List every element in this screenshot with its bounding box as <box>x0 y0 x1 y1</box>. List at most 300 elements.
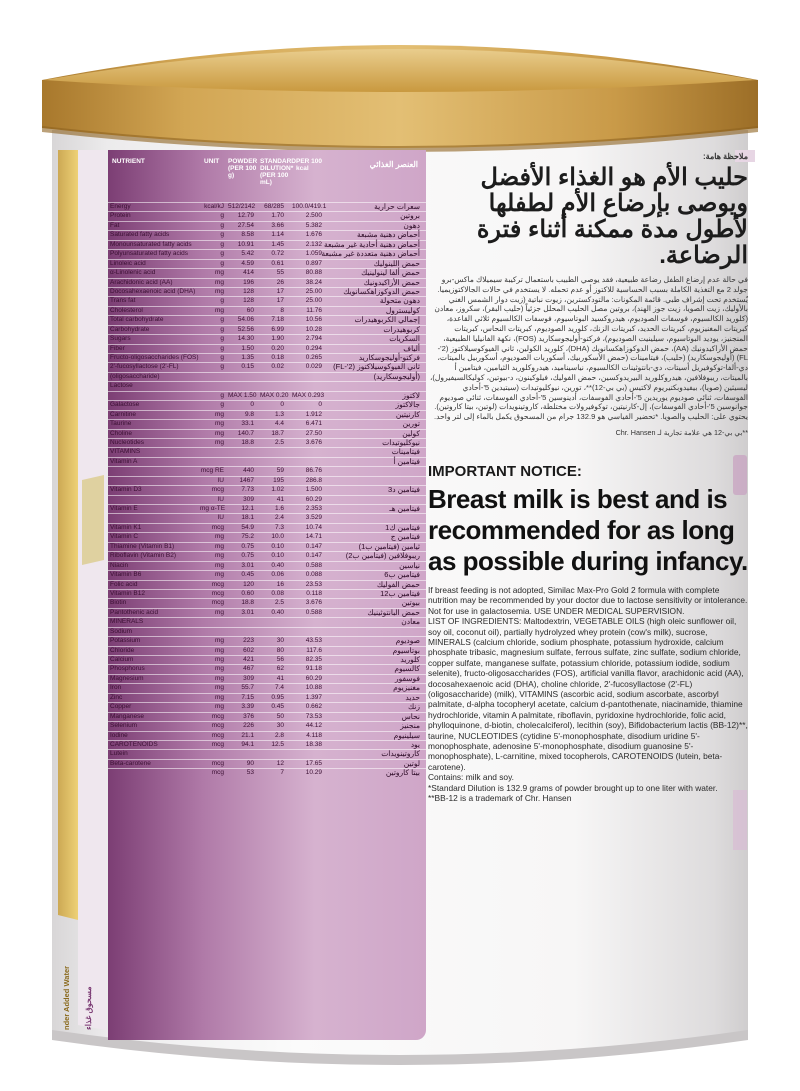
nutrient-arabic: (أوليجوسكاريد) <box>373 371 420 381</box>
nutrient-powder: 0.75 <box>241 552 254 560</box>
nutrient-per100kcal: 44.12 <box>305 722 322 730</box>
nutrition-row <box>108 240 426 249</box>
nutrient-standard: 8 <box>280 306 284 314</box>
nutrient-per100kcal: 0.088 <box>305 571 322 579</box>
nutrient-standard: 7 <box>280 769 284 777</box>
nutrient-unit: mcg <box>211 722 224 730</box>
nutrient-standard: 0.06 <box>271 571 284 579</box>
nutrient-unit: g <box>220 297 224 305</box>
nutrient-powder: 14.30 <box>237 335 254 343</box>
nutrient-arabic: حمض الفوليك <box>376 579 420 589</box>
nutrient-name: Iodine <box>110 731 128 739</box>
nutrient-unit: g <box>220 212 224 220</box>
nutrient-powder: 128 <box>243 287 254 295</box>
nutrition-row <box>108 221 426 230</box>
nutrient-powder: 5.42 <box>241 250 254 258</box>
nutrient-name: Vitamin A <box>110 457 138 465</box>
nutrient-powder: 602 <box>243 646 254 654</box>
nutrient-unit: mcg <box>211 731 224 739</box>
nutrient-name: Selenium <box>110 722 138 730</box>
nutrient-unit: mcg <box>211 486 224 494</box>
nutrient-powder: 53 <box>246 769 254 777</box>
nutrient-arabic: دهون <box>403 220 420 230</box>
nutrient-per100kcal: 10.88 <box>305 684 322 692</box>
nutrient-unit: mg <box>214 646 224 654</box>
nutrient-arabic: فيتامين هـ <box>389 504 420 513</box>
nutrient-unit: g <box>220 259 224 267</box>
nutrient-name: Lactose <box>110 382 133 390</box>
nutrition-row <box>108 513 426 522</box>
nutrient-name: Saturated fatty acids <box>110 231 170 239</box>
nutrient-powder: 27.54 <box>237 221 254 229</box>
nutrient-powder: 7.15 <box>241 693 254 701</box>
nutrient-powder: 52.56 <box>237 325 254 333</box>
nutrient-per100kcal: 17.65 <box>305 759 322 767</box>
nutrition-row <box>108 617 426 626</box>
nutrient-powder: 128 <box>243 297 254 305</box>
nutrition-row <box>108 570 426 579</box>
nutrient-standard: 1.3 <box>274 410 284 418</box>
nutrient-unit: mcg <box>211 712 224 720</box>
nutrient-name: Fructo-oligosaccharides (FOS) <box>110 354 199 361</box>
nutrition-row <box>108 391 426 400</box>
nutrient-per100kcal: MAX 0.293 <box>292 391 325 399</box>
nutrient-powder: 10.91 <box>237 240 254 248</box>
nutrient-per100kcal: 0.294 <box>305 344 322 352</box>
nutrient-powder: 94.1 <box>241 740 254 748</box>
header-powder: POWDER (PER 100 g) <box>228 158 258 179</box>
nutrient-arabic: فيتامينات <box>391 447 420 457</box>
nutrient-unit: mg <box>214 542 224 550</box>
nutrient-powder: 12.1 <box>241 505 254 512</box>
nutrient-unit: g <box>220 354 224 361</box>
nutrient-standard: 6.99 <box>271 325 284 333</box>
nutrient-per100kcal: 10.28 <box>305 325 322 333</box>
nutrient-per100kcal: 1.397 <box>305 693 322 701</box>
nutrient-unit: g <box>220 391 224 399</box>
nutrient-standard: 68/285 <box>264 203 284 210</box>
nutrient-arabic: ثيامين (فيتامين ب1) <box>358 541 420 551</box>
nutrient-standard: 0.40 <box>271 561 284 569</box>
nutrient-standard: 1.14 <box>271 231 284 239</box>
nutrient-powder: 8.58 <box>241 231 254 239</box>
nutrient-powder: 90 <box>246 759 254 767</box>
header-arabic: العنصر الغذائي <box>369 160 418 169</box>
nutrient-unit: g <box>220 363 224 371</box>
nutrient-name: Lutein <box>110 750 128 758</box>
nutrient-unit: mg <box>214 571 224 579</box>
nutrition-row <box>108 372 426 381</box>
nutrition-row <box>108 646 426 655</box>
nutrition-row <box>108 457 426 466</box>
nutrient-standard: 2.5 <box>274 599 284 607</box>
nutrition-row <box>108 362 426 371</box>
nutrient-powder: 18.8 <box>241 599 254 607</box>
nutrient-name: VITAMINS <box>110 448 141 456</box>
nutrient-unit: mg <box>214 287 224 295</box>
nutrient-unit: mg <box>214 561 224 569</box>
nutrient-arabic: لوتين <box>403 758 420 768</box>
nutrient-unit: mg α-TE <box>200 505 226 512</box>
nutrient-arabic: تورين <box>402 419 420 429</box>
nutrient-per100kcal: 117.6 <box>306 646 322 654</box>
nutrient-per100kcal: 27.50 <box>305 429 322 437</box>
nutrient-arabic: صوديوم <box>395 636 420 646</box>
nutrient-powder: MAX 1.50 <box>228 391 257 399</box>
nutrition-row <box>108 731 426 740</box>
nutrient-standard: 59 <box>276 467 284 475</box>
nutrient-name: Niacin <box>110 561 129 569</box>
nutrition-row <box>108 353 426 362</box>
nutrient-arabic: منجنيز <box>400 721 420 731</box>
nutrient-standard: 7.4 <box>274 684 284 692</box>
nutrient-per100kcal: 0.147 <box>305 552 322 560</box>
nutrient-standard: 2.8 <box>274 731 284 739</box>
nutrient-arabic: فيتامين د3 <box>388 485 420 495</box>
nutrient-powder: 309 <box>243 674 254 682</box>
nutrient-standard: 12 <box>276 759 284 767</box>
nutrient-standard: 0.02 <box>271 363 284 371</box>
nutrient-arabic: إجمالي الكربوهيدرات <box>354 315 420 325</box>
nutrient-standard: 62 <box>276 665 284 673</box>
nutrient-powder: 0.75 <box>241 542 254 550</box>
nutrient-name: Vitamin B6 <box>110 571 142 579</box>
nutrient-arabic: حديد <box>405 692 420 702</box>
header-nutrient: NUTRIENT <box>112 158 145 165</box>
nutrient-arabic: حمض الأراكيدونيك <box>363 277 420 287</box>
nutrient-standard: 0 <box>280 401 284 409</box>
nutrient-per100kcal: 1.500 <box>305 486 322 494</box>
nutrient-per100kcal: 0.662 <box>305 703 322 711</box>
nutrient-name: Calcium <box>110 656 134 663</box>
nutrient-powder: 54.9 <box>241 523 254 531</box>
nutrient-arabic: ألياف <box>403 343 420 353</box>
nutrition-row <box>108 608 426 617</box>
nutrient-unit: mg <box>214 429 224 437</box>
nutrient-per100kcal: 2.132 <box>305 240 322 248</box>
nutrient-unit: mcg <box>211 599 224 607</box>
nutrient-unit: mg <box>214 684 224 692</box>
nutrient-standard: 7.18 <box>271 316 284 324</box>
nutrient-standard: 16 <box>276 580 284 588</box>
nutrient-standard: 26 <box>276 278 284 286</box>
nutrient-standard: MAX 0.20 <box>260 391 289 399</box>
nutrition-row <box>108 476 426 485</box>
nutrient-name: Cholesterol <box>110 306 143 314</box>
arabic-footnote: **بي بي-12 هي علامة تجارية لـ Chr. Hansen <box>615 427 748 437</box>
nutrient-arabic: جالاكتوز <box>395 400 420 410</box>
nutrient-name: Phosphorus <box>110 665 145 673</box>
nutrient-name: Vitamin E <box>110 505 138 512</box>
nutrition-row <box>108 532 426 541</box>
nutrient-unit: g <box>220 250 224 258</box>
nutrient-unit: IU <box>217 476 224 484</box>
nutrient-standard: 1.6 <box>274 505 284 512</box>
dilution-note: *Standard Dilution is 132.9 grams of powder brought up to one liter with water. <box>428 782 718 793</box>
nutrient-powder: 226 <box>243 722 254 730</box>
nutrient-name: Monounsaturated fatty acids <box>110 240 192 248</box>
english-ingredients <box>428 585 748 804</box>
nutrition-row <box>108 315 426 324</box>
nutrition-row <box>108 627 426 636</box>
nutrient-per100kcal: 91.18 <box>305 665 322 673</box>
nutrient-name: Sodium <box>110 627 133 635</box>
nutrient-standard: 0.20 <box>271 344 284 352</box>
nutrient-powder: 1.50 <box>241 344 254 352</box>
nutrient-standard: 0.08 <box>271 589 284 597</box>
nutrient-name: Trans fat <box>110 297 136 305</box>
nutrient-per100kcal: 25.00 <box>305 297 322 305</box>
nutrient-unit: mg <box>214 269 224 277</box>
contains-text: Contains: milk and soy. <box>428 772 514 783</box>
nutrient-powder: 0.15 <box>241 363 254 371</box>
nutrient-unit: mg <box>214 410 224 418</box>
nutrient-powder: 376 <box>243 712 254 720</box>
nutrient-per100kcal: 80.88 <box>305 269 322 277</box>
nutrition-row <box>108 419 426 428</box>
nutrient-arabic: حمض اللينوليك <box>373 258 420 268</box>
nutrition-row <box>108 598 426 607</box>
left-english-label: nder Added Water <box>62 965 71 1030</box>
nutrient-unit: kcal/kJ <box>204 203 224 210</box>
nutrient-per100kcal: 38.24 <box>305 278 322 286</box>
nutrient-unit: mg <box>214 533 224 541</box>
nutrient-per100kcal: 73.53 <box>305 712 322 720</box>
nutrition-row <box>108 287 426 296</box>
nutrient-unit: mg <box>214 656 224 663</box>
nutrient-powder: 7.73 <box>241 486 254 494</box>
nutrition-row <box>108 580 426 589</box>
nutrient-arabic: زنك <box>407 702 420 712</box>
nutrient-name: Biotin <box>110 599 127 607</box>
arabic-headline: حليب الأم هو الغذاء الأفضل ويوصى بإرضاع الأم لطفلها لأطول مدة ممكنة أثناء فترة الرضاعة. <box>476 164 748 269</box>
nutrient-per100kcal: 3.676 <box>305 599 322 607</box>
nutrient-name: Fiber <box>110 344 125 352</box>
nutrient-standard: 50 <box>276 712 284 720</box>
nutrient-unit: mg <box>214 420 224 428</box>
nutrient-unit: mcg <box>211 580 224 588</box>
nutrition-row <box>108 655 426 664</box>
nutrient-unit: mg <box>214 306 224 314</box>
galactosemia-text: Not for use in galactosemia. USE UNDER MEDICAL SUPERVISION. <box>428 605 685 616</box>
nutrient-per100kcal: 0.588 <box>305 561 322 569</box>
nutrient-arabic: نحاس <box>401 711 420 721</box>
nutrient-standard: 41 <box>276 674 284 682</box>
nutrition-row <box>108 504 426 513</box>
nutrient-arabic: أحماض دهنية أحادية غير مشبعة <box>324 239 420 249</box>
nutrition-row <box>108 429 426 438</box>
ingredients-list: LIST OF INGREDIENTS: Maltodextrin, VEGETABLE OILS (high oleic sunflower oil, soy oil, coconut oil), partially hydrolyzed whey protein (cow's milk), sucrose, MINERALS (calcium chloride, sodium phosphate, potassium hydroxide, calcium phosphate tribasic, magnesium sulfate, ferrous sulfate, zinc sulfate, sodium chloride, copper sulfate, manganese sulfate, potassium chloride, potassium iodide, sodium selenite), fructo-oligosaccharides (FOS), artificial vanilla flavor, arachidonic acid (AA), docosahexaenoic acid (DHA), choline chloride, 2'-fucosyllactose (2'-FL) (oligosaccharide) (milk), VITAMINS (ascorbic acid, sodium ascorbate, ascorbyl palmitate, d-alpha tocopheryl acetate, calcium d-pantothenate, niacinamide, thiamine hydrochloride, vitamin A palmitate, riboflavin, pyridoxine hydrochloride, folic acid, phylloquinone, d-biotin, cholecalciferol), lecithin (soy), Bifidobacterium lactis (BB-12)**, taurine, NUCLEOTIDES (cytidine 5'-monophosphate, disodium uridine 5'-monophosphate, adenosine 5'-monophosphate, disodium guanosine 5'-monophosphate), L-carnitine, mixed tocopherols, CAROTENOIDS (lutein, beta-carotene). <box>428 616 748 772</box>
nutrient-powder: 1.35 <box>241 354 254 361</box>
nutrient-per100kcal: 2.794 <box>305 335 322 343</box>
nutrition-row <box>108 410 426 419</box>
nutrient-powder: 421 <box>243 656 254 663</box>
nutrient-per100kcal: 18.38 <box>305 740 322 748</box>
nutrient-per100kcal: 11.76 <box>306 306 322 314</box>
left-arabic-label: مسحوق غذاء <box>84 986 93 1030</box>
nutrient-arabic: أحماض دهنية مشبعة <box>356 230 420 240</box>
nutrient-per100kcal: 10.74 <box>305 523 322 531</box>
nutrient-per100kcal: 0.118 <box>306 589 322 597</box>
nutrient-per100kcal: 82.35 <box>305 656 322 663</box>
nutrient-arabic: فيتامين ك1 <box>385 522 420 532</box>
nutrition-row <box>108 636 426 645</box>
nutrient-standard: 0.95 <box>271 693 284 701</box>
nutrition-row <box>108 674 426 683</box>
nutrient-unit: mcg <box>211 769 224 777</box>
nutrient-name: Beta-carotene <box>110 759 151 767</box>
nutrient-per100kcal: 100.0/419.1 <box>292 203 327 210</box>
nutrient-per100kcal: 60.29 <box>305 495 322 503</box>
nutrient-name: Energy <box>110 203 131 210</box>
nutrient-standard: 56 <box>276 656 284 663</box>
nutrition-row <box>108 230 426 239</box>
nutrition-row <box>108 759 426 768</box>
nutrient-arabic: فوسفور <box>394 673 420 683</box>
nutrient-unit: mcg <box>211 589 224 597</box>
nutrient-powder: 414 <box>243 269 254 277</box>
nutrient-arabic: بوتاسيوم <box>392 645 420 655</box>
header-per100kcal: PER 100 kcal <box>296 158 323 172</box>
nutrient-standard: 2.5 <box>274 438 284 446</box>
nutrient-name: Riboflavin (Vitamin B2) <box>110 552 176 560</box>
nutrient-unit: g <box>220 335 224 343</box>
nutrient-name: Total carbohydrate <box>110 316 164 324</box>
nutrient-unit: mg <box>214 278 224 286</box>
can-lid-top <box>44 49 756 92</box>
nutrient-name: α-Linolenic acid <box>110 269 156 277</box>
nutrient-name: Vitamin D3 <box>110 486 142 494</box>
nutrient-arabic: فيتامين ب12 <box>380 588 420 598</box>
nutrient-powder: 9.8 <box>244 410 254 418</box>
nutrient-standard: 0.45 <box>271 703 284 711</box>
nutrient-standard: 10.0 <box>271 533 284 541</box>
nutrient-powder: 18.8 <box>241 438 254 446</box>
nutrient-arabic: نيوكليوتيدات <box>382 437 420 447</box>
nutrient-name: Folic acid <box>110 580 138 588</box>
nutrient-per100kcal: 0.147 <box>305 542 322 550</box>
nutrient-powder: 33.1 <box>241 420 254 428</box>
nutrient-unit: mg <box>214 703 224 711</box>
label-text-block <box>428 150 748 803</box>
nutrient-arabic: بروتين <box>400 211 420 221</box>
nutrient-name: Zinc <box>110 693 123 701</box>
nutrient-name: (oligosaccharide) <box>110 372 160 380</box>
nutrient-unit: mcg <box>211 759 224 767</box>
nutrient-unit: mg <box>214 674 224 682</box>
nutrient-arabic: مغنيزيوم <box>393 683 420 693</box>
nutrient-per100kcal: 23.53 <box>305 580 322 588</box>
nutrient-arabic: بيتا كاروتين <box>385 768 420 778</box>
nutrient-powder: 3.01 <box>241 608 254 616</box>
nutrient-arabic: كارنيتين <box>395 409 420 419</box>
nutrient-per100kcal: 2.353 <box>305 505 322 512</box>
nutrient-standard: 195 <box>273 476 284 484</box>
nutrient-arabic: سيلينيوم <box>393 730 420 740</box>
nutrition-row <box>108 249 426 258</box>
nutrient-standard: 1.70 <box>271 212 284 220</box>
nutrient-unit: IU <box>217 495 224 503</box>
nutrient-name: Arachidonic acid (AA) <box>110 278 173 286</box>
nutrient-arabic: لاكتوز <box>402 390 420 400</box>
nutrition-row <box>108 561 426 570</box>
nutrient-unit: mg <box>214 608 224 616</box>
nutrition-row <box>108 712 426 721</box>
nutrient-powder: 1467 <box>239 476 254 484</box>
nutrient-powder: 18.1 <box>241 514 254 522</box>
nutrition-row <box>108 466 426 475</box>
nutrient-arabic: ثاني الفيوكوسيلاكتوز (2'-FL) <box>333 362 420 372</box>
left-panel <box>78 150 106 1030</box>
nutrient-powder: 440 <box>243 467 254 475</box>
nutrient-arabic: فركتو-أوليجوسكاريد <box>358 353 420 362</box>
nutrient-per100kcal: 6.471 <box>305 420 322 428</box>
nutrition-row <box>108 211 426 220</box>
nutrient-per100kcal: 0.588 <box>305 608 322 616</box>
nutrient-arabic: حمض الدوكوزاهكسانويك <box>343 286 420 296</box>
nutrition-row <box>108 447 426 456</box>
nutrient-unit: mg <box>214 693 224 701</box>
nutrient-unit: mg <box>214 665 224 673</box>
nutrient-powder: 223 <box>243 637 254 645</box>
nutrition-row <box>108 551 426 560</box>
nutrient-standard: 18.7 <box>271 429 284 437</box>
nutrient-standard: 41 <box>276 495 284 503</box>
nutrient-standard: 0.61 <box>271 259 284 267</box>
nutrient-unit: IU <box>217 514 224 522</box>
nutrient-name: Galactose <box>110 401 140 409</box>
nutrient-standard: 0.10 <box>271 552 284 560</box>
nutrient-name: Linoleic acid <box>110 259 146 267</box>
nutrient-arabic: حمض البانتوثينيك <box>367 607 420 617</box>
nutrient-name: Vitamin B12 <box>110 589 145 597</box>
nutrient-arabic: كالسيوم <box>394 664 420 674</box>
nutrient-name: Magnesium <box>110 674 144 682</box>
nutrient-name: Sugars <box>110 335 131 343</box>
nutrient-powder: 21.1 <box>241 731 254 739</box>
nutrient-powder: 0.45 <box>241 571 254 579</box>
nutrient-name: Nucleotides <box>110 438 144 446</box>
nutrient-powder: 140.7 <box>237 429 254 437</box>
nutrition-row <box>108 344 426 353</box>
nutrient-name: Copper <box>110 703 132 711</box>
nutrient-name: Potassium <box>110 637 141 645</box>
nutrient-standard: 30 <box>276 722 284 730</box>
nutrient-per100kcal: 43.53 <box>305 637 322 645</box>
nutrient-per100kcal: 1.059 <box>305 250 322 258</box>
nutrient-standard: 2.4 <box>274 514 284 522</box>
nutrient-powder: 75.2 <box>241 533 254 541</box>
nutrition-row <box>108 325 426 334</box>
nutrient-standard: 1.02 <box>271 486 284 494</box>
nutrient-unit: g <box>220 231 224 239</box>
nutrient-unit: mg <box>214 637 224 645</box>
nutrient-unit: mcg RE <box>200 467 224 475</box>
nutrient-standard: 0.10 <box>271 542 284 550</box>
nutrition-row <box>108 381 426 390</box>
nutrient-arabic: ريبوفلافين (فيتامين ب2) <box>345 551 420 561</box>
nutrient-standard: 3.66 <box>271 221 284 229</box>
nutrient-standard: 1.45 <box>271 240 284 248</box>
nutrient-name: Carnitine <box>110 410 137 418</box>
nutrition-row <box>108 740 426 749</box>
nutrient-per100kcal: 2.500 <box>305 212 322 220</box>
nutrient-powder: 55.7 <box>241 684 254 692</box>
nutrient-name: Pantothenic acid <box>110 608 159 616</box>
nutrient-arabic: حمض ألفا لينولينيك <box>361 268 420 278</box>
nutrient-name: Taurine <box>110 420 132 428</box>
nutrient-name: 2'-fucosyllactose (2'-FL) <box>110 363 179 371</box>
